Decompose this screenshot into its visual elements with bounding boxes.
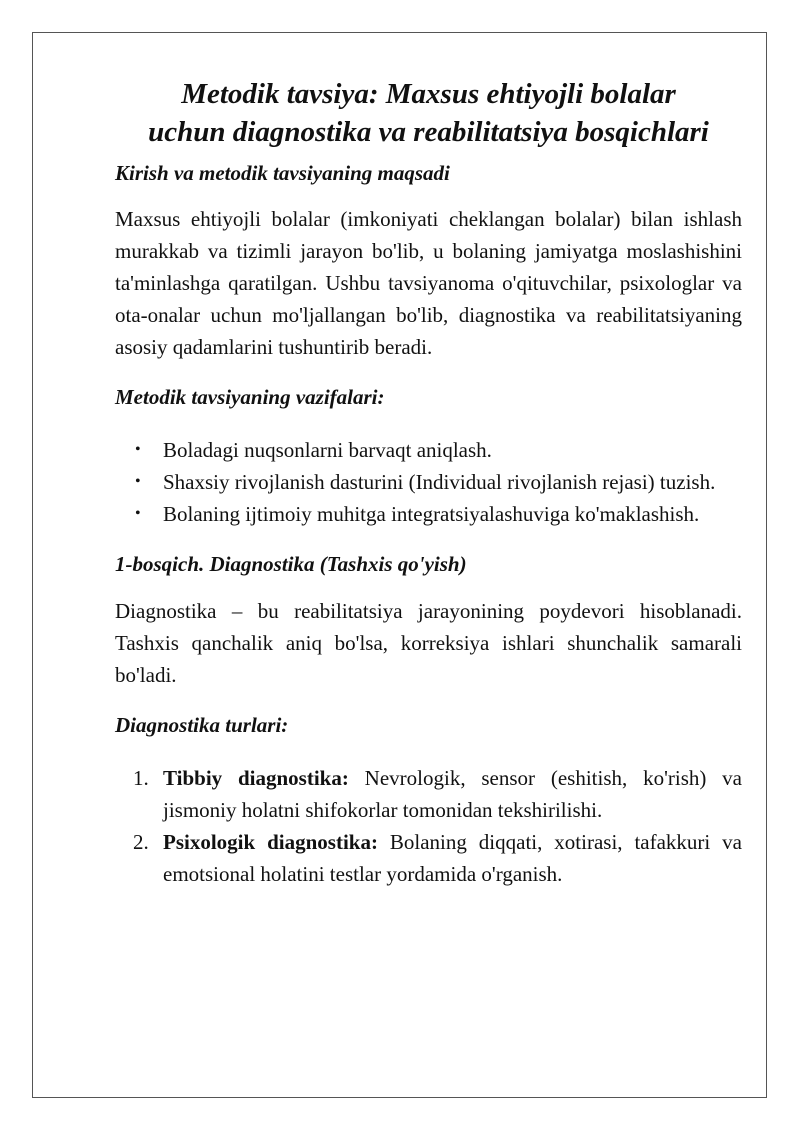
document-content: [115, 75, 742, 890]
title-line-2: uchun diagnostika va reabilitatsiya bosqichlari: [148, 116, 709, 148]
intro-paragraph: Maxsus ehtiyojli bolalar (imkoniyati cheklangan bolalar) bilan ishlash murakkab va tizimli jarayon bo'lib, u bolaning jamiyatga moslashishini ta'minlashga qaratilgan. Ushbu tavsiyanoma o'qituvchilar, psixologlar va ota-onalar uchun mo'ljallangan bo'lib, diagnostika va reabilitatsiyaning asosiy qadamlarini tushuntirib beradi.: [115, 207, 742, 359]
list-number: 2.: [133, 830, 149, 854]
title-line-1: Metodik tavsiya: Maxsus ehtiyojli bolalar: [181, 78, 676, 110]
item-term: Tibbiy diagnostika:: [163, 766, 349, 790]
item-text: Bolaning diqqati, xotirasi, tafakkuri va emotsional holatini testlar yordamida o'rganish.: [163, 830, 742, 886]
section-heading-types: Diagnostika turlari:: [115, 713, 289, 737]
list-item: [115, 434, 742, 466]
tasks-list: [115, 434, 742, 530]
list-item: [115, 762, 742, 826]
task-text: Bolaning ijtimoiy muhitga integratsiyalashuviga ko'maklashish.: [163, 502, 700, 526]
diagnostic-types-list: [115, 762, 742, 890]
task-text: Boladagi nuqsonlarni barvaqt aniqlash.: [163, 438, 492, 462]
list-item: [115, 466, 742, 498]
section-heading-tasks: Metodik tavsiyaning vazifalari:: [115, 385, 385, 409]
stage1-paragraph: Diagnostika – bu reabilitatsiya jarayonining poydevori hisoblanadi. Tashxis qanchalik aniq bo'lsa, korreksiya ishlari shunchalik samarali bo'ladi.: [115, 599, 742, 687]
item-term: Psixologik diagnostika:: [163, 830, 378, 854]
document-title: [115, 75, 742, 151]
bullet-marker: •: [135, 441, 141, 458]
section-heading-stage1: 1-bosqich. Diagnostika (Tashxis qo'yish): [115, 552, 467, 576]
task-text: Shaxsiy rivojlanish dasturini (Individual rivojlanish rejasi) tuzish.: [163, 470, 716, 494]
item-text: Nevrologik, sensor (eshitish, ko'rish) va jismoniy holatni shifokorlar tomonidan tekshirilishi.: [163, 766, 742, 822]
bullet-marker: •: [135, 473, 141, 490]
list-item: [115, 826, 742, 890]
bullet-marker: •: [135, 505, 141, 522]
list-item: [115, 498, 742, 530]
section-heading-intro: Kirish va metodik tavsiyaning maqsadi: [115, 161, 450, 185]
list-number: 1.: [133, 766, 149, 790]
